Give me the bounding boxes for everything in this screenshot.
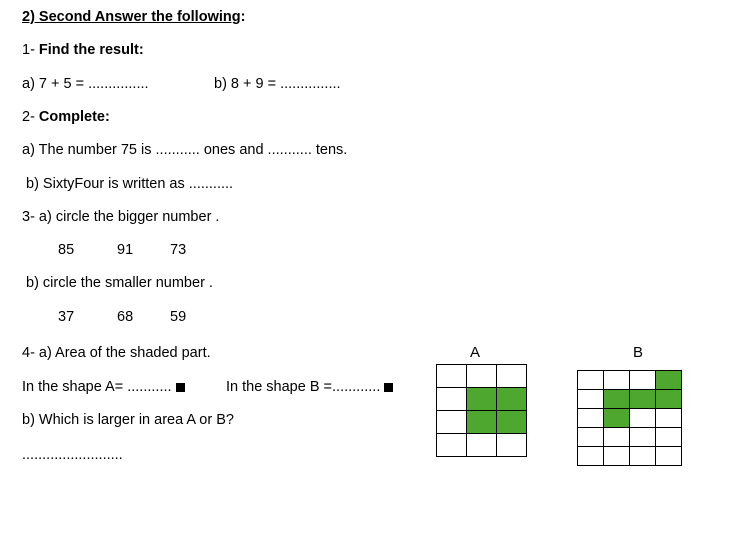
shape-b-cell [604, 447, 630, 466]
square-unit-icon [384, 383, 393, 392]
shape-b-answer-text: In the shape B =............ [226, 379, 381, 395]
question-3b-number-3: 59 [170, 309, 187, 325]
shape-a-grid [436, 364, 527, 457]
question-3a-number-3: 73 [170, 242, 187, 258]
shape-a-row [437, 411, 527, 434]
shape-b-cell [578, 371, 604, 390]
shape-a-answer [22, 378, 185, 396]
shape-b-cell [630, 428, 656, 447]
question-3b-number-1: 37 [58, 309, 75, 325]
shape-b-cell-shaded [604, 409, 630, 428]
shape-b-cell [604, 371, 630, 390]
shape-b-cell [656, 428, 682, 447]
question-2b: b) SixtyFour is written as ........... [26, 176, 234, 192]
shape-b-cell-shaded [604, 390, 630, 409]
shape-b-row [578, 409, 682, 428]
section-title-text: 2) Second Answer the following [22, 9, 241, 25]
shape-a-cell [437, 365, 467, 388]
question-1-title: Find the result: [38, 42, 144, 58]
question-3b-prompt: b) circle the smaller number . [26, 275, 213, 291]
shape-b-cell-shaded [630, 390, 656, 409]
shape-a-cell [467, 434, 497, 457]
question-4b-answer-line: ......................... [22, 447, 123, 463]
shape-a-cell [467, 365, 497, 388]
shape-b-cell [578, 409, 604, 428]
question-1-number: 1- [22, 42, 39, 58]
question-1a: a) 7 + 5 = ............... [22, 76, 149, 92]
question-2-number: 2- [22, 109, 39, 125]
shape-b-grid [577, 370, 682, 466]
shape-b-cell-shaded [656, 371, 682, 390]
question-4b-prompt: b) Which is larger in area A or B? [22, 412, 234, 428]
shape-b-cell [630, 371, 656, 390]
shape-b-answer [226, 378, 393, 396]
shape-a-cell [497, 365, 527, 388]
shape-b-row [578, 371, 682, 390]
question-3a-number-2: 91 [117, 242, 134, 258]
shape-a-cell-shaded [497, 388, 527, 411]
shape-b-label: B [633, 344, 644, 361]
shape-a-row [437, 365, 527, 388]
shape-a-cell-shaded [467, 388, 497, 411]
shape-a-label: A [470, 344, 481, 361]
question-3a-number-1: 85 [58, 242, 75, 258]
question-4a-prompt: 4- a) Area of the shaded part. [22, 345, 211, 361]
section-title-colon: : [240, 9, 246, 25]
question-3a-prompt: 3- a) circle the bigger number . [22, 209, 220, 225]
shape-b-cell [578, 428, 604, 447]
shape-a-row [437, 388, 527, 411]
shape-b-cell [578, 447, 604, 466]
question-3b-number-2: 68 [117, 309, 134, 325]
question-2a: a) The number 75 is ........... ones and ........... tens. [22, 142, 348, 158]
shape-b-cell [604, 428, 630, 447]
shape-a-cell [437, 388, 467, 411]
shape-a-answer-text: In the shape A= ........... [22, 379, 172, 395]
shape-b-row [578, 428, 682, 447]
shape-a-cell [437, 411, 467, 434]
shape-a-cell-shaded [467, 411, 497, 434]
shape-b-cell [630, 447, 656, 466]
shape-a-cell [437, 434, 467, 457]
shape-a-cell-shaded [497, 411, 527, 434]
square-unit-icon [176, 383, 185, 392]
question-2-title: Complete: [38, 109, 110, 125]
shape-a-row [437, 434, 527, 457]
shape-b-cell-shaded [656, 390, 682, 409]
question-1-heading [22, 41, 144, 59]
shape-b-cell [656, 447, 682, 466]
shape-b-row [578, 390, 682, 409]
question-1b: b) 8 + 9 = ............... [214, 76, 341, 92]
shape-b-row [578, 447, 682, 466]
shape-b-cell [578, 390, 604, 409]
question-2-heading [22, 108, 110, 126]
shape-b-cell [656, 409, 682, 428]
shape-b-cell [630, 409, 656, 428]
shape-a-cell [497, 434, 527, 457]
section-title [22, 8, 245, 26]
